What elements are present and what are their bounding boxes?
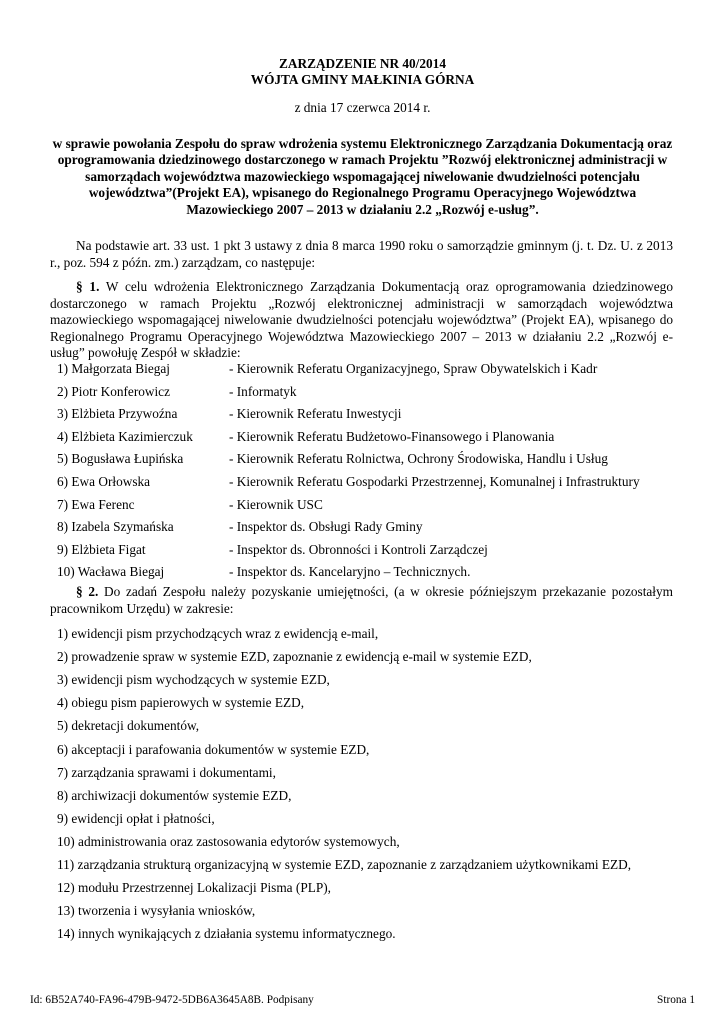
- member-row: [57, 542, 677, 558]
- scope-item: 4) obiegu pism papierowych w systemie EZD,: [57, 695, 305, 711]
- member-role: - Inspektor ds. Obronności i Kontroli Zarządczej: [229, 541, 488, 557]
- member-role: - Informatyk: [229, 383, 297, 399]
- document-date: z dnia 17 czerwca 2014 r.: [294, 100, 431, 115]
- member-row: [57, 451, 677, 467]
- scope-item: 7) zarządzania sprawami i dokumentami,: [57, 764, 276, 780]
- member-name: 9) Elżbieta Figat: [57, 541, 146, 557]
- member-row: [57, 519, 677, 535]
- member-row: [57, 474, 677, 490]
- member-role: - Kierownik Referatu Budżetowo-Finansowego i Planowania: [229, 428, 555, 444]
- member-role: - Inspektor ds. Kancelaryjno – Technicznych.: [229, 564, 471, 580]
- section-1-mark: § 1.: [76, 279, 100, 294]
- member-name: 8) Izabela Szymańska: [57, 519, 174, 535]
- member-row: [57, 384, 677, 400]
- scope-item: 1) ewidencji pism przychodzących wraz z ewidencją e-mail,: [57, 626, 379, 641]
- section-2-mark: § 2.: [76, 584, 99, 599]
- member-role: - Kierownik Referatu Organizacyjnego, Spraw Obywatelskich i Kadr: [229, 361, 598, 376]
- member-name: 10) Wacława Biegaj: [57, 564, 165, 580]
- member-name: 2) Piotr Konferowicz: [57, 383, 170, 399]
- member-row: [57, 497, 677, 513]
- document-subject: w sprawie powołania Zespołu do spraw wdrożenia systemu Elektronicznego Zarządzania Dokumentacją oraz oprogramowania dziedzinowego dostarczonego w ramach Projektu ”Rozwój elektronicznej administracji w samorządach województwa mazowieckiego wspomagającej niwelowanie dwudzielności potencjału województwa”(Projekt EA), wpisanego do Regionalnego Programu Operacyjnego Województwa Mazowieckiego 2007 – 2013 w działaniu 2.2 „Rozwój e-usług”.: [52, 136, 673, 217]
- scope-item: 8) archiwizacji dokumentów systemie EZD,: [57, 787, 292, 803]
- member-row: [57, 429, 677, 445]
- section-2-text: Do zadań Zespołu należy pozyskanie umiejętności, (a w okresie późniejszym przekazanie pozostałym pracownikom Urzędu) w zakresie:: [50, 584, 673, 616]
- member-row: [57, 361, 677, 377]
- scope-item: 11) zarządzania strukturą organizacyjną w systemie EZD, zapoznanie z zarządzaniem użytkownikami EZD,: [57, 857, 632, 872]
- scope-item: 12) modułu Przestrzennej Lokalizacji Pisma (PLP),: [57, 880, 332, 896]
- preamble: [50, 238, 673, 271]
- document-title: ZARZĄDZENIE NR 40/2014: [279, 56, 446, 71]
- member-role: - Inspektor ds. Obsługi Rady Gminy: [229, 519, 423, 535]
- member-name: 6) Ewa Orłowska: [57, 474, 151, 489]
- scope-item: 5) dekretacji dokumentów,: [57, 718, 200, 734]
- scope-item: 13) tworzenia i wysyłania wniosków,: [57, 903, 256, 919]
- member-row: [57, 406, 677, 422]
- scope-item: 14) innych wynikających z działania systemu informatycznego.: [57, 926, 396, 942]
- footer-id: Id: 6B52A740-FA96-479B-9472-5DB6A3645A8B. Podpisany: [30, 994, 314, 1006]
- issuer-title: WÓJTA GMINY MAŁKINIA GÓRNA: [250, 72, 475, 87]
- preamble-text: Na podstawie art. 33 ust. 1 pkt 3 ustawy z dnia 8 marca 1990 roku o samorządzie gminnym (j. t. Dz. U. z 2013 r., poz. 594 z późn. zm.) zarządzam, co następuje:: [50, 238, 673, 270]
- member-name: 1) Małgorzata Biegaj: [57, 361, 170, 376]
- section-2: [50, 584, 673, 617]
- scope-item: 10) administrowania oraz zastosowania edytorów systemowych,: [57, 833, 400, 849]
- section-1: [50, 279, 673, 362]
- scope-item: 3) ewidencji pism wychodzących w systemie EZD,: [57, 672, 330, 688]
- member-name: 3) Elżbieta Przywoźna: [57, 406, 178, 422]
- footer-page-number: Strona 1: [657, 994, 695, 1006]
- member-role: - Kierownik Referatu Gospodarki Przestrzennej, Komunalnej i Infrastruktury: [229, 474, 640, 489]
- member-name: 4) Elżbieta Kazimierczuk: [57, 428, 193, 444]
- scope-item: 9) ewidencji opłat i płatności,: [57, 810, 215, 826]
- member-role: - Kierownik Referatu Rolnictwa, Ochrony Środowiska, Handlu i Usług: [229, 451, 608, 467]
- scope-item: 2) prowadzenie spraw w systemie EZD, zapoznanie z ewidencją e-mail w systemie EZD,: [57, 649, 532, 665]
- section-1-text: W celu wdrożenia Elektronicznego Zarządzania Dokumentacją oraz oprogramowania dziedzinowego dostarczonego w ramach Projektu „Rozwój elektronicznej administracji w samorządach województwa mazowieckiego wspomagającej niwelowanie dwudzielności potencjału województwa” (Projekt EA), wpisanego do Regionalnego Programu Operacyjnego Województwa Mazowieckiego 2007 – 2013 w działaniu 2.2 „Rozwój e-usług” powołuję Zespół w składzie:: [50, 279, 673, 360]
- scope-item: 6) akceptacji i parafowania dokumentów w systemie EZD,: [57, 741, 370, 757]
- member-name: 7) Ewa Ferenc: [57, 496, 135, 512]
- member-role: - Kierownik USC: [229, 496, 323, 512]
- member-row: [57, 564, 677, 580]
- member-name: 5) Bogusława Łupińska: [57, 451, 184, 467]
- member-role: - Kierownik Referatu Inwestycji: [229, 406, 402, 422]
